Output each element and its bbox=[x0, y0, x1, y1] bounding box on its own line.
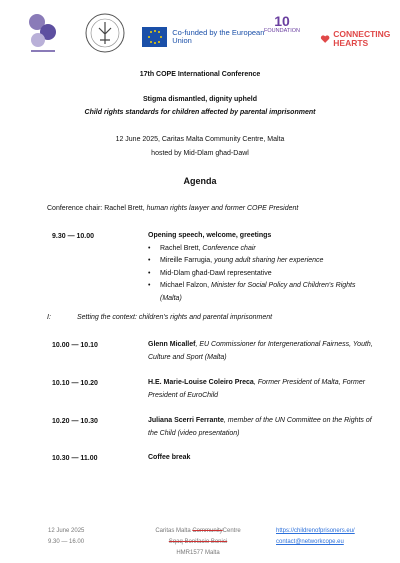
website-link[interactable]: https://childrenofprisoners.eu/ bbox=[276, 528, 355, 534]
session-title: Opening speech, welcome, greetings bbox=[148, 232, 272, 239]
speaker-item: • Michael Falzon, Minister for Social Policy and Children's Rights (Malta) bbox=[148, 280, 373, 305]
footer-datetime bbox=[48, 526, 84, 548]
section-heading bbox=[47, 314, 272, 321]
footer-venue-line3: HMR1577 Malta bbox=[176, 550, 220, 556]
session-description bbox=[148, 230, 373, 305]
footer-contacts bbox=[276, 526, 355, 548]
foundation-logo bbox=[258, 14, 306, 54]
eu-flag-icon bbox=[142, 27, 167, 47]
speaker-item: • Rachel Brett, Conference chair bbox=[148, 243, 373, 256]
session-time: 10.20 — 10.30 bbox=[52, 418, 98, 425]
footer-venue-line1: Caritas Malta CommunityCentre bbox=[155, 528, 241, 534]
heart-icon bbox=[320, 31, 330, 47]
foundation-number: 10 bbox=[274, 13, 290, 29]
session-description: Coffee break bbox=[148, 454, 191, 461]
logo-bar bbox=[28, 12, 391, 56]
cope-logo bbox=[28, 12, 58, 56]
session-description: Juliana Scerri Ferrante, member of the UN Committee on the Rights of the Child (video presentation) bbox=[148, 417, 372, 437]
chair-role: human rights lawyer and former COPE President bbox=[146, 205, 299, 212]
session-time: 9.30 — 10.00 bbox=[52, 233, 95, 240]
eu-logo bbox=[142, 26, 268, 48]
conference-title: Stigma dismantled, dignity upheld bbox=[143, 96, 257, 103]
host-line: hosted by Mid-Dlam għad-Dawl bbox=[151, 150, 249, 157]
session-time: 10.10 — 10.20 bbox=[52, 380, 98, 387]
section-title: Setting the context: children's rights and parental imprisonment bbox=[77, 314, 273, 321]
email-link[interactable]: contact@networkcope.eu bbox=[276, 539, 344, 545]
speaker-list bbox=[148, 243, 373, 306]
footer-time: 9.30 — 16.00 bbox=[48, 539, 85, 545]
foundation-label: FOUNDATION bbox=[264, 28, 300, 34]
mid-dlam-logo bbox=[84, 12, 126, 54]
session-time: 10.30 — 11.00 bbox=[52, 455, 98, 462]
chair-label: Conference chair: Rachel Brett, bbox=[47, 205, 145, 212]
agenda-heading: Agenda bbox=[183, 176, 217, 186]
section-number: I: bbox=[47, 314, 51, 321]
conference-name: 17th COPE International Conference bbox=[139, 71, 261, 78]
connecting-hearts-logo bbox=[320, 24, 394, 54]
conference-chair bbox=[47, 205, 382, 212]
session-description: H.E. Marie-Louise Coleiro Preca, Former President of Malta, Former President of EuroChild bbox=[148, 379, 366, 399]
eu-funding-text: Co-funded by the European Union bbox=[172, 27, 265, 45]
session-description: Glenn Micallef, EU Commissioner for Intergenerational Fairness, Youth, Culture and Sport (Malta) bbox=[148, 341, 373, 361]
conference-subtitle: Child rights standards for children affected by parental imprisonment bbox=[84, 109, 316, 116]
footer-venue-line2: Sqaq Bonifacio Bonici bbox=[168, 539, 228, 545]
footer-venue bbox=[148, 526, 248, 559]
connecting-hearts-text: CONNECTING HEARTS bbox=[333, 29, 391, 48]
speaker-item: • Mireille Farrugia, young adult sharing her experience bbox=[148, 255, 373, 268]
speaker-item: • Mid-Dlam għad-Dawl representative bbox=[148, 268, 373, 281]
footer-date: 12 June 2025 bbox=[48, 528, 85, 534]
session-time: 10.00 — 10.10 bbox=[52, 342, 98, 349]
date-place: 12 June 2025, Caritas Malta Community Centre, Malta bbox=[115, 136, 285, 143]
